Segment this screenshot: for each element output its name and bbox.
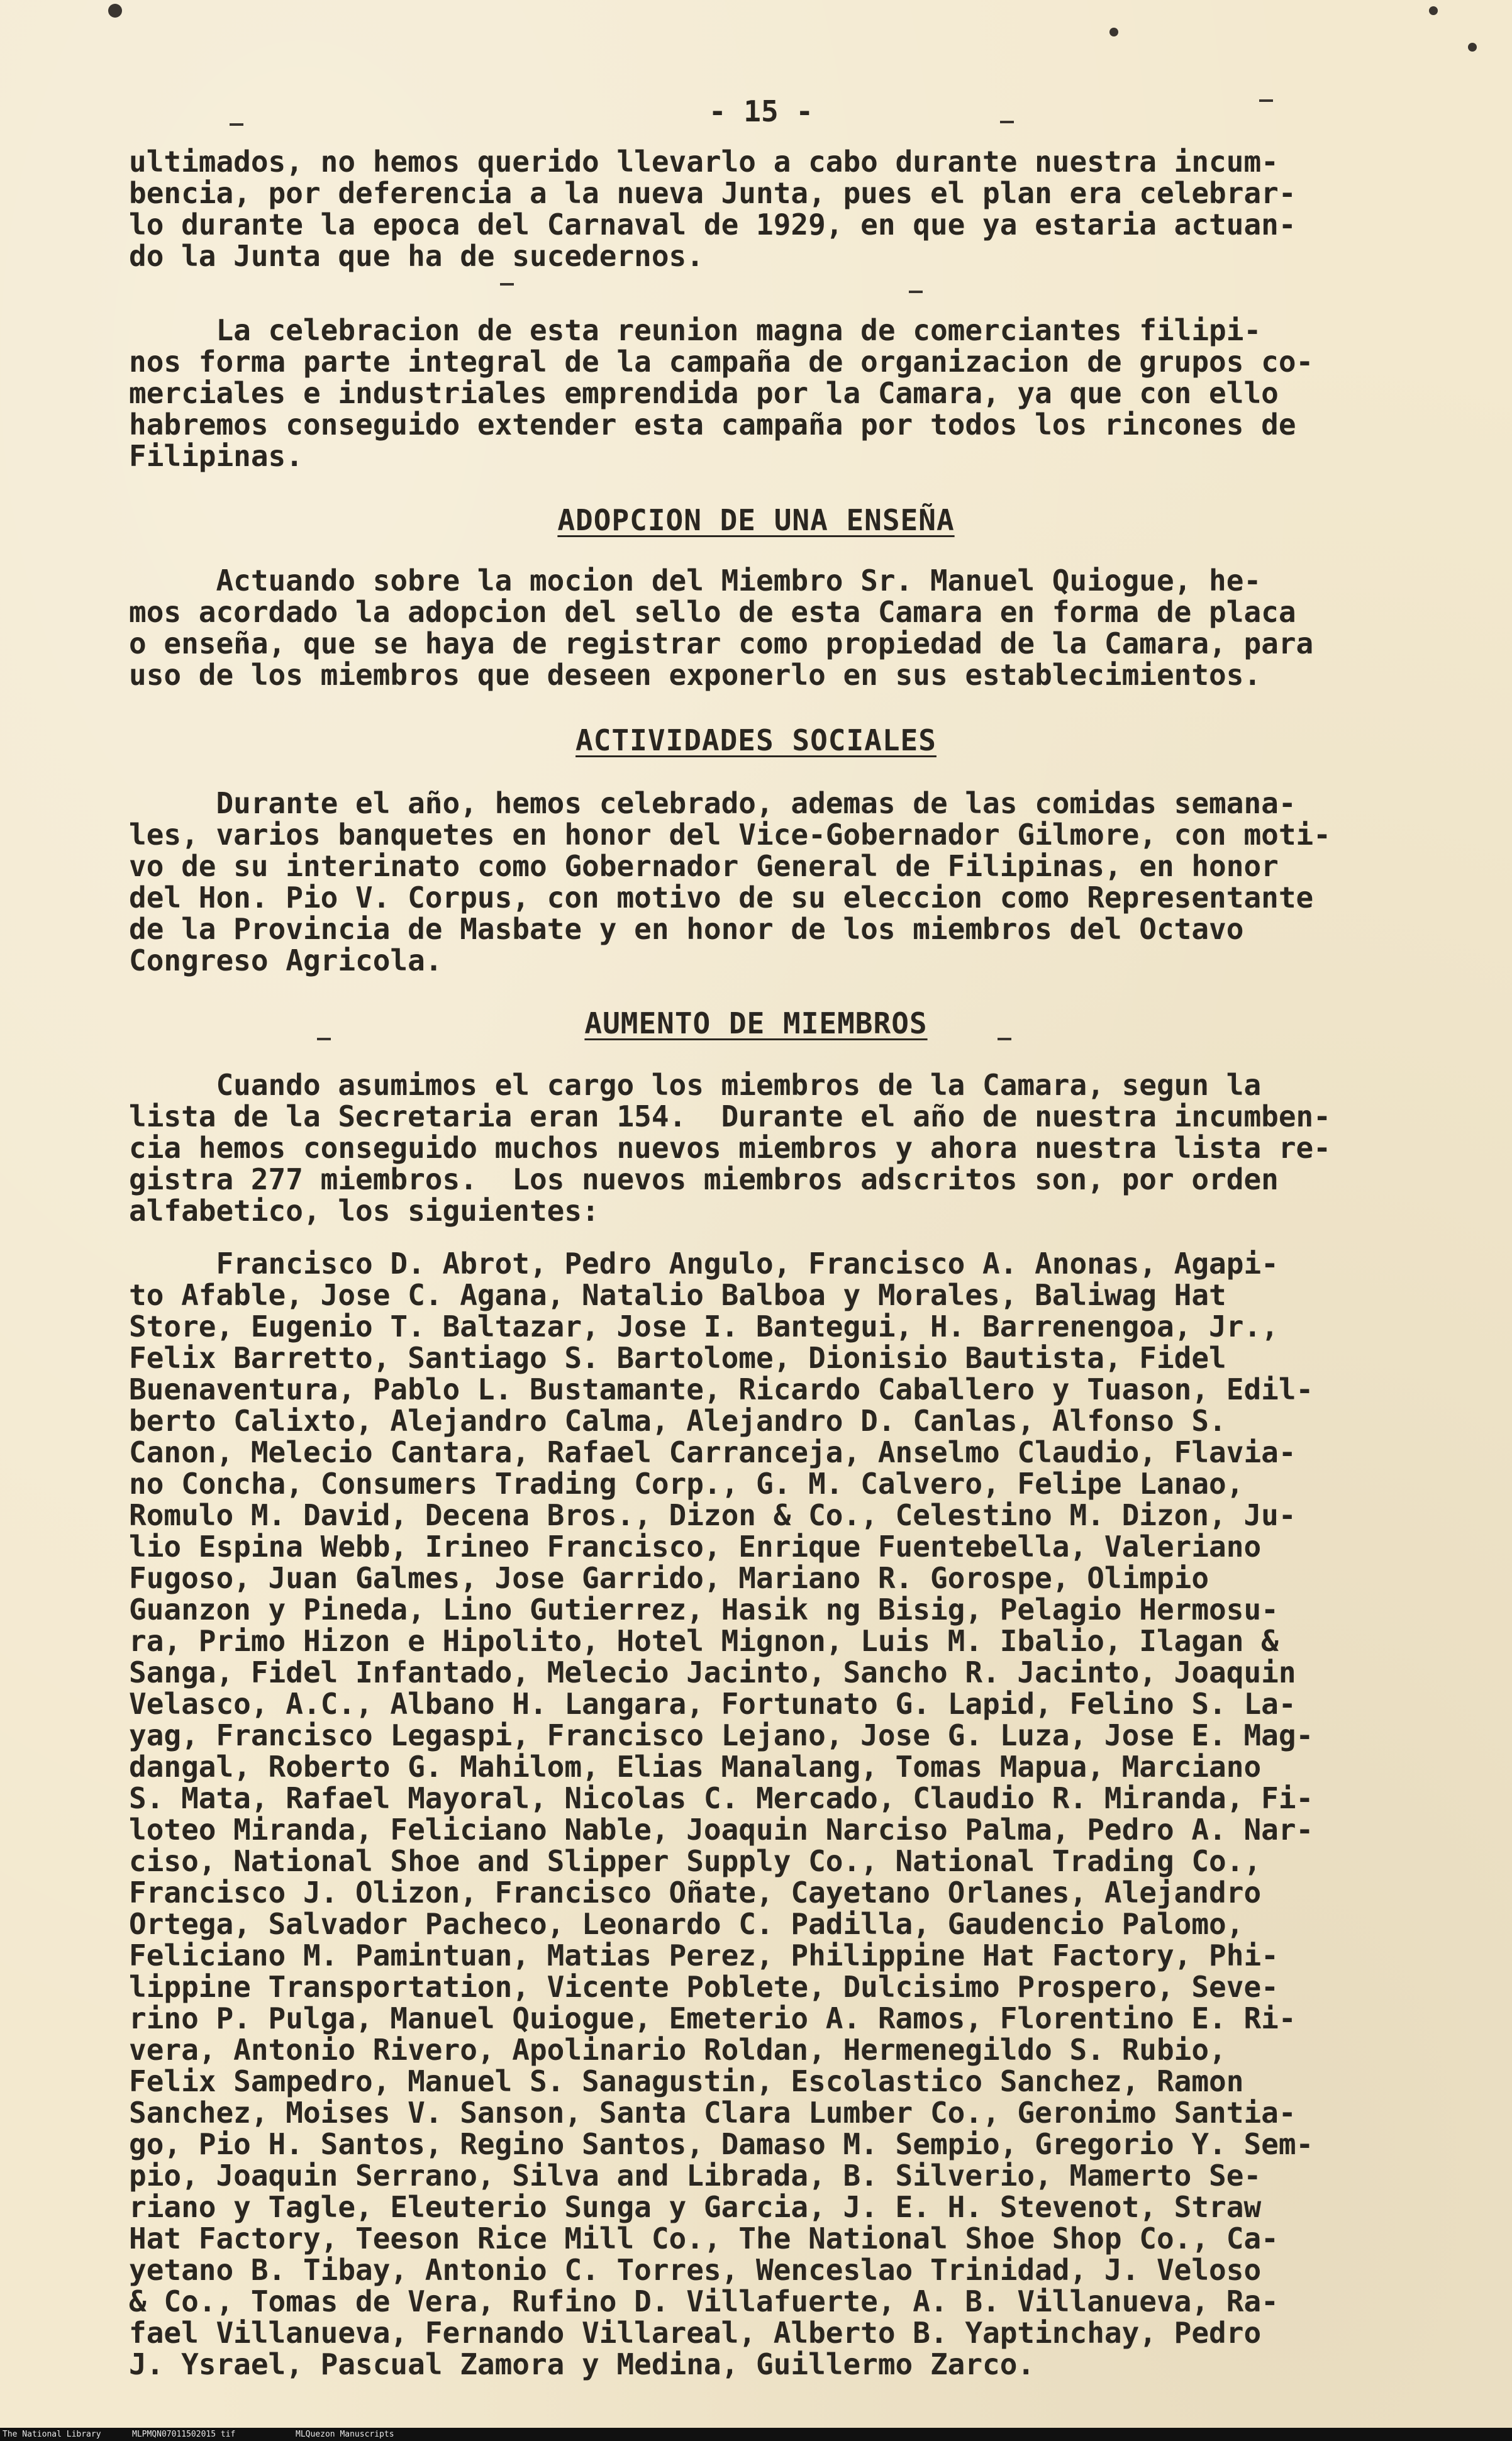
ink-speck bbox=[1429, 6, 1438, 15]
scan-footer-bar bbox=[0, 2428, 1512, 2441]
paragraph-aumento: Cuando asumimos el cargo los miembros de la Camara, segun la lista de la Secretaria eran 154. Durante el año de nuestra incumben- cia hemos conseguido muchos nuevos miembros y ahora nuestra lista re- gistra 277 miembros. Los nuevos miembros adscritos son, por orden alfabetico, los siguientes: bbox=[129, 1068, 1331, 1228]
heading-text: AUMENTO DE MIEMBROS bbox=[584, 1006, 928, 1040]
paragraph-celebracion-reunion: La celebracion de esta reunion magna de comerciantes filipi- nos forma parte integral de la campaña de organizacion de grupos co- merciales e industriales emprendida por la Camara, ya que con ello habremos conseguido extender esta campaña por todos los rincones de Filipinas. bbox=[129, 313, 1314, 473]
ink-speck bbox=[108, 4, 122, 18]
heading-aumento-miembros bbox=[0, 1006, 1512, 1040]
footer-collection: MLQuezon Manuscripts bbox=[296, 2430, 394, 2439]
page-number: - 15 - bbox=[708, 94, 814, 128]
heading-actividades-sociales bbox=[0, 723, 1512, 757]
heading-adopcion-ensena bbox=[0, 503, 1512, 537]
stray-dash bbox=[500, 283, 514, 286]
stray-dash bbox=[1000, 121, 1014, 123]
stray-dash bbox=[1259, 99, 1273, 102]
stray-dash bbox=[909, 291, 923, 293]
stray-dash bbox=[230, 123, 243, 126]
ink-speck bbox=[1109, 28, 1118, 36]
member-list: Francisco D. Abrot, Pedro Angulo, Francisco A. Anonas, Agapi- to Afable, Jose C. Agana, Natalio Balboa y Morales, Baliwag Hat Store, Eugenio T. Baltazar, Jose I. Bantegui, H. Barrenengoa, Jr., Felix Barretto, Santiago S. Bartolome, Dionisio Bautista, Fidel Buenaventura, Pablo L. Bustamante, Ricardo Caballero y Tuason, Edil- berto Calixto, Alejandro Calma, Alejandro D. Canlas, Alfonso S. Canon, Melecio Cantara, Rafael Carranceja, Anselmo Claudio, Flavia- no Concha, Consumers Trading Corp., G. M. Calvero, Felipe Lanao, Romulo M. David, Decena Bros., Dizon & Co., Celestino M. Dizon, Ju- lio Espina Webb, Irineo Francisco, Enrique Fuentebella, Valeriano Fugoso, Juan Galmes, Jose Garrido, Mariano R. Gorospe, Olimpio Guanzon y Pineda, Lino Gutierrez, Hasik ng Bisig, Pelagio Hermosu- ra, Primo Hizon e Hipolito, Hotel Mignon, Luis M. Ibalio, Ilagan & Sanga, Fidel Infantado, Melecio Jacinto, Sancho R. Jacinto, Joaquin Velasco, A.C., Albano H. Langara, Fortunato G. Lapid, Felino S. La- yag, Francisco Legaspi, Francisco Lejano, Jose G. Luza, Jose E. Mag- dangal, Roberto G. Mahilom, Elias Manalang, Tomas Mapua, Marciano S. Mata, Rafael Mayoral, Nicolas C. Mercado, Claudio R. Miranda, Fi- loteo Miranda, Feliciano Nable, Joaquin Narciso Palma, Pedro A. Nar- ciso, National Shoe and Slipper Supply Co., National Trading Co., Francisco J. Olizon, Francisco Oñate, Cayetano Orlanes, Alejandro Ortega, Salvador Pacheco, Leonardo C. Padilla, Gaudencio Palomo, Feliciano M. Pamintuan, Matias Perez, Philippine Hat Factory, Phi- lippine Transportation, Vicente Poblete, Dulcisimo Prospero, Seve- rino P. Pulga, Manuel Quiogue, Emeterio A. Ramos, Florentino E. Ri- vera, Antonio Rivero, Apolinario Roldan, Hermenegildo S. Rubio, Felix Sampedro, Manuel S. Sanagustin, Escolastico Sanchez, Ramon Sanchez, Moises V. Sanson, Santa Clara Lumber Co., Geronimo Santia- go, Pio H. Santos, Regino Santos, Damaso M. Sempio, Gregorio Y. Sem- pio, Joaquin Serrano, Silva and Librada, B. Silverio, Mamerto Se- riano y Tagle, Eleuterio Sunga y Garcia, J. E. H. Stevenot, Straw Hat Factory, Teeson Rice Mill Co., The National Shoe Shop Co., Ca- yetano B. Tibay, Antonio C. Torres, Wenceslao Trinidad, J. Veloso & Co., Tomas de Vera, Rufino D. Villafuerte, A. B. Villanueva, Ra- fael Villanueva, Fernando Villareal, Alberto B. Yaptinchay, Pedro J. Ysrael, Pascual Zamora y Medina, Guillermo Zarco. bbox=[129, 1247, 1314, 2381]
paragraph-plan-carnaval: ultimados, no hemos querido llevarlo a cabo durante nuestra incum- bencia, por deferencia a la nueva Junta, pues el plan era celebrar- lo durante la epoca del Carnaval de 1929, en que ya estaria actuan- do la Junta que ha de sucedernos. bbox=[129, 145, 1296, 273]
paragraph-adopcion: Actuando sobre la mocion del Miembro Sr. Manuel Quiogue, he- mos acordado la adopcion del sello de esta Camara en forma de placa o enseña, que se haya de registrar como propiedad de la Camara, para uso de los miembros que deseen exponerlo en sus establecimientos. bbox=[129, 564, 1314, 692]
heading-text: ACTIVIDADES SOCIALES bbox=[575, 723, 937, 757]
footer-filename: MLPMQN07011502015 tif bbox=[132, 2430, 236, 2439]
paragraph-actividades: Durante el año, hemos celebrado, ademas de las comidas semana- les, varios banquetes en honor del Vice-Gobernador Gilmore, con moti- vo de su interinato como Gobernador General de Filipinas, en honor del Hon. Pio V. Corpus, con motivo de su eleccion como Representante de la Provincia de Masbate y en honor de los miembros del Octavo Congreso Agricola. bbox=[129, 786, 1331, 977]
heading-text: ADOPCION DE UNA ENSEÑA bbox=[557, 503, 955, 537]
ink-speck bbox=[1468, 43, 1477, 52]
footer-library: The National Library bbox=[3, 2430, 101, 2439]
